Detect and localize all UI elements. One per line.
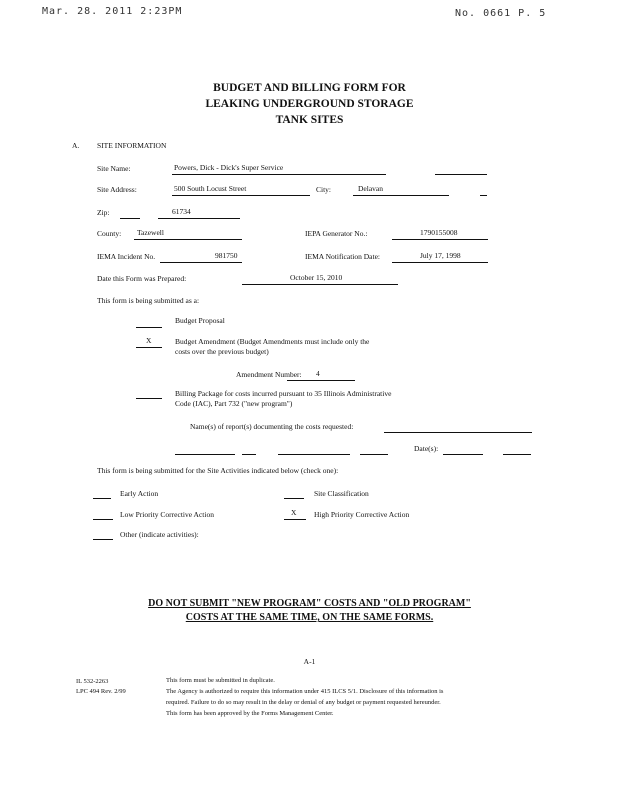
site-address-label: Site Address: (97, 185, 137, 194)
section-letter: A. (72, 141, 80, 150)
low-priority-checkbox[interactable] (93, 519, 113, 520)
budget-proposal-label: Budget Proposal (175, 316, 225, 325)
reports-line[interactable] (384, 432, 532, 433)
zip-line-lead (120, 218, 140, 219)
page-number: A-1 (303, 657, 316, 666)
form-title-line-3: TANK SITES (275, 114, 344, 126)
dates-line[interactable] (443, 454, 483, 455)
iepa-generator-label: IEPA Generator No.: (305, 229, 368, 238)
high-priority-label: High Priority Corrective Action (314, 510, 410, 519)
iepa-generator-line[interactable] (392, 239, 488, 240)
budget-amendment-line-2: costs over the previous budget) (175, 347, 269, 356)
date-prepared-line[interactable] (242, 284, 398, 285)
footer-note-1: This form must be submitted in duplicate. (166, 677, 275, 684)
city-label: City: (316, 185, 332, 194)
budget-proposal-checkbox[interactable] (136, 327, 162, 328)
site-address-line[interactable] (172, 195, 310, 196)
zip-line[interactable] (158, 218, 240, 219)
fax-header-left: Mar. 28. 2011 2:23PM (42, 6, 183, 17)
iepa-generator-value: 1790155008 (420, 228, 458, 237)
submitted-as-intro: This form is being submitted as a: (97, 296, 200, 305)
other-checkbox[interactable] (93, 539, 113, 540)
iema-notification-line[interactable] (392, 262, 488, 263)
site-name-line-extra[interactable] (435, 174, 487, 175)
warning-line-2: COSTS AT THE SAME TIME, ON THE SAME FORMS. (185, 612, 434, 623)
budget-amendment-mark: X (146, 336, 152, 345)
form-title-line-1: BUDGET AND BILLING FORM FOR (213, 82, 406, 94)
date-prepared-label: Date this Form was Prepared: (97, 274, 187, 283)
iema-notification-value: July 17, 1998 (420, 251, 461, 260)
activities-intro: This form is being submitted for the Site Activities indicated below (check one): (97, 466, 339, 475)
city-line[interactable] (353, 195, 449, 196)
form-title-line-2: LEAKING UNDERGROUND STORAGE (205, 98, 414, 110)
county-label: County: (97, 229, 122, 238)
iema-incident-value: 981750 (215, 251, 238, 260)
dates-line-2[interactable] (503, 454, 531, 455)
city-value: Delavan (358, 184, 383, 193)
date-prepared-value: October 15, 2010 (290, 273, 343, 282)
reports-line-4[interactable] (278, 454, 350, 455)
iema-notification-label: IEMA Notification Date: (305, 252, 380, 261)
billing-package-line-1: Billing Package for costs incurred pursuant to 35 Illinois Administrative (175, 389, 392, 398)
early-action-checkbox[interactable] (93, 498, 111, 499)
site-classification-label: Site Classification (314, 489, 369, 498)
low-priority-label: Low Priority Corrective Action (120, 510, 214, 519)
iema-incident-label: IEMA Incident No. (97, 252, 156, 261)
zip-value: 61734 (172, 207, 191, 216)
site-name-value: Powers, Dick - Dick's Super Service (174, 163, 284, 172)
budget-amendment-line-1: Budget Amendment (Budget Amendments must include only the (175, 337, 370, 346)
reports-label: Name(s) of report(s) documenting the costs requested: (190, 422, 354, 431)
iema-incident-line[interactable] (160, 262, 242, 263)
amendment-number-line[interactable] (287, 380, 355, 381)
site-address-value: 500 South Locust Street (174, 184, 247, 193)
amendment-number-value: 4 (316, 369, 320, 378)
site-name-label: Site Name: (97, 164, 131, 173)
amendment-number-label: Amendment Number: (236, 370, 302, 379)
warning-line-1: DO NOT SUBMIT "NEW PROGRAM" COSTS AND "OLD PROGRAM" (148, 598, 471, 609)
billing-package-line-2: Code (IAC), Part 732 ("new program") (175, 399, 293, 408)
high-priority-checkbox[interactable] (284, 519, 306, 520)
high-priority-mark: X (291, 508, 297, 517)
billing-package-checkbox[interactable] (136, 398, 162, 399)
site-name-line[interactable] (172, 174, 386, 175)
fax-header-right: No. 0661 P. 5 (455, 8, 547, 19)
footer-note-2: The Agency is authorized to require this information under 415 ILCS 5/1. Disclosure of this information is (166, 688, 444, 695)
reports-line-5[interactable] (360, 454, 388, 455)
form-code-1: IL 532-2263 (76, 678, 109, 685)
site-classification-checkbox[interactable] (284, 498, 304, 499)
footer-note-4: This form has been approved by the Forms Management Center. (166, 710, 334, 717)
zip-label: Zip: (97, 208, 110, 217)
other-label: Other (indicate activities): (120, 530, 199, 539)
early-action-label: Early Action (120, 489, 159, 498)
footer-note-3: required. Failure to do so may result in the delay or denial of any budget or payment requested hereunder. (166, 699, 441, 706)
reports-line-2[interactable] (175, 454, 235, 455)
reports-line-3[interactable] (242, 454, 256, 455)
dates-label: Date(s): (414, 444, 439, 453)
city-line-extra (480, 195, 487, 196)
budget-amendment-checkbox[interactable] (136, 347, 162, 348)
county-line[interactable] (134, 239, 242, 240)
form-code-2: LPC 494 Rev. 2/99 (76, 688, 126, 695)
county-value: Tazewell (137, 228, 164, 237)
section-heading: SITE INFORMATION (97, 141, 167, 150)
